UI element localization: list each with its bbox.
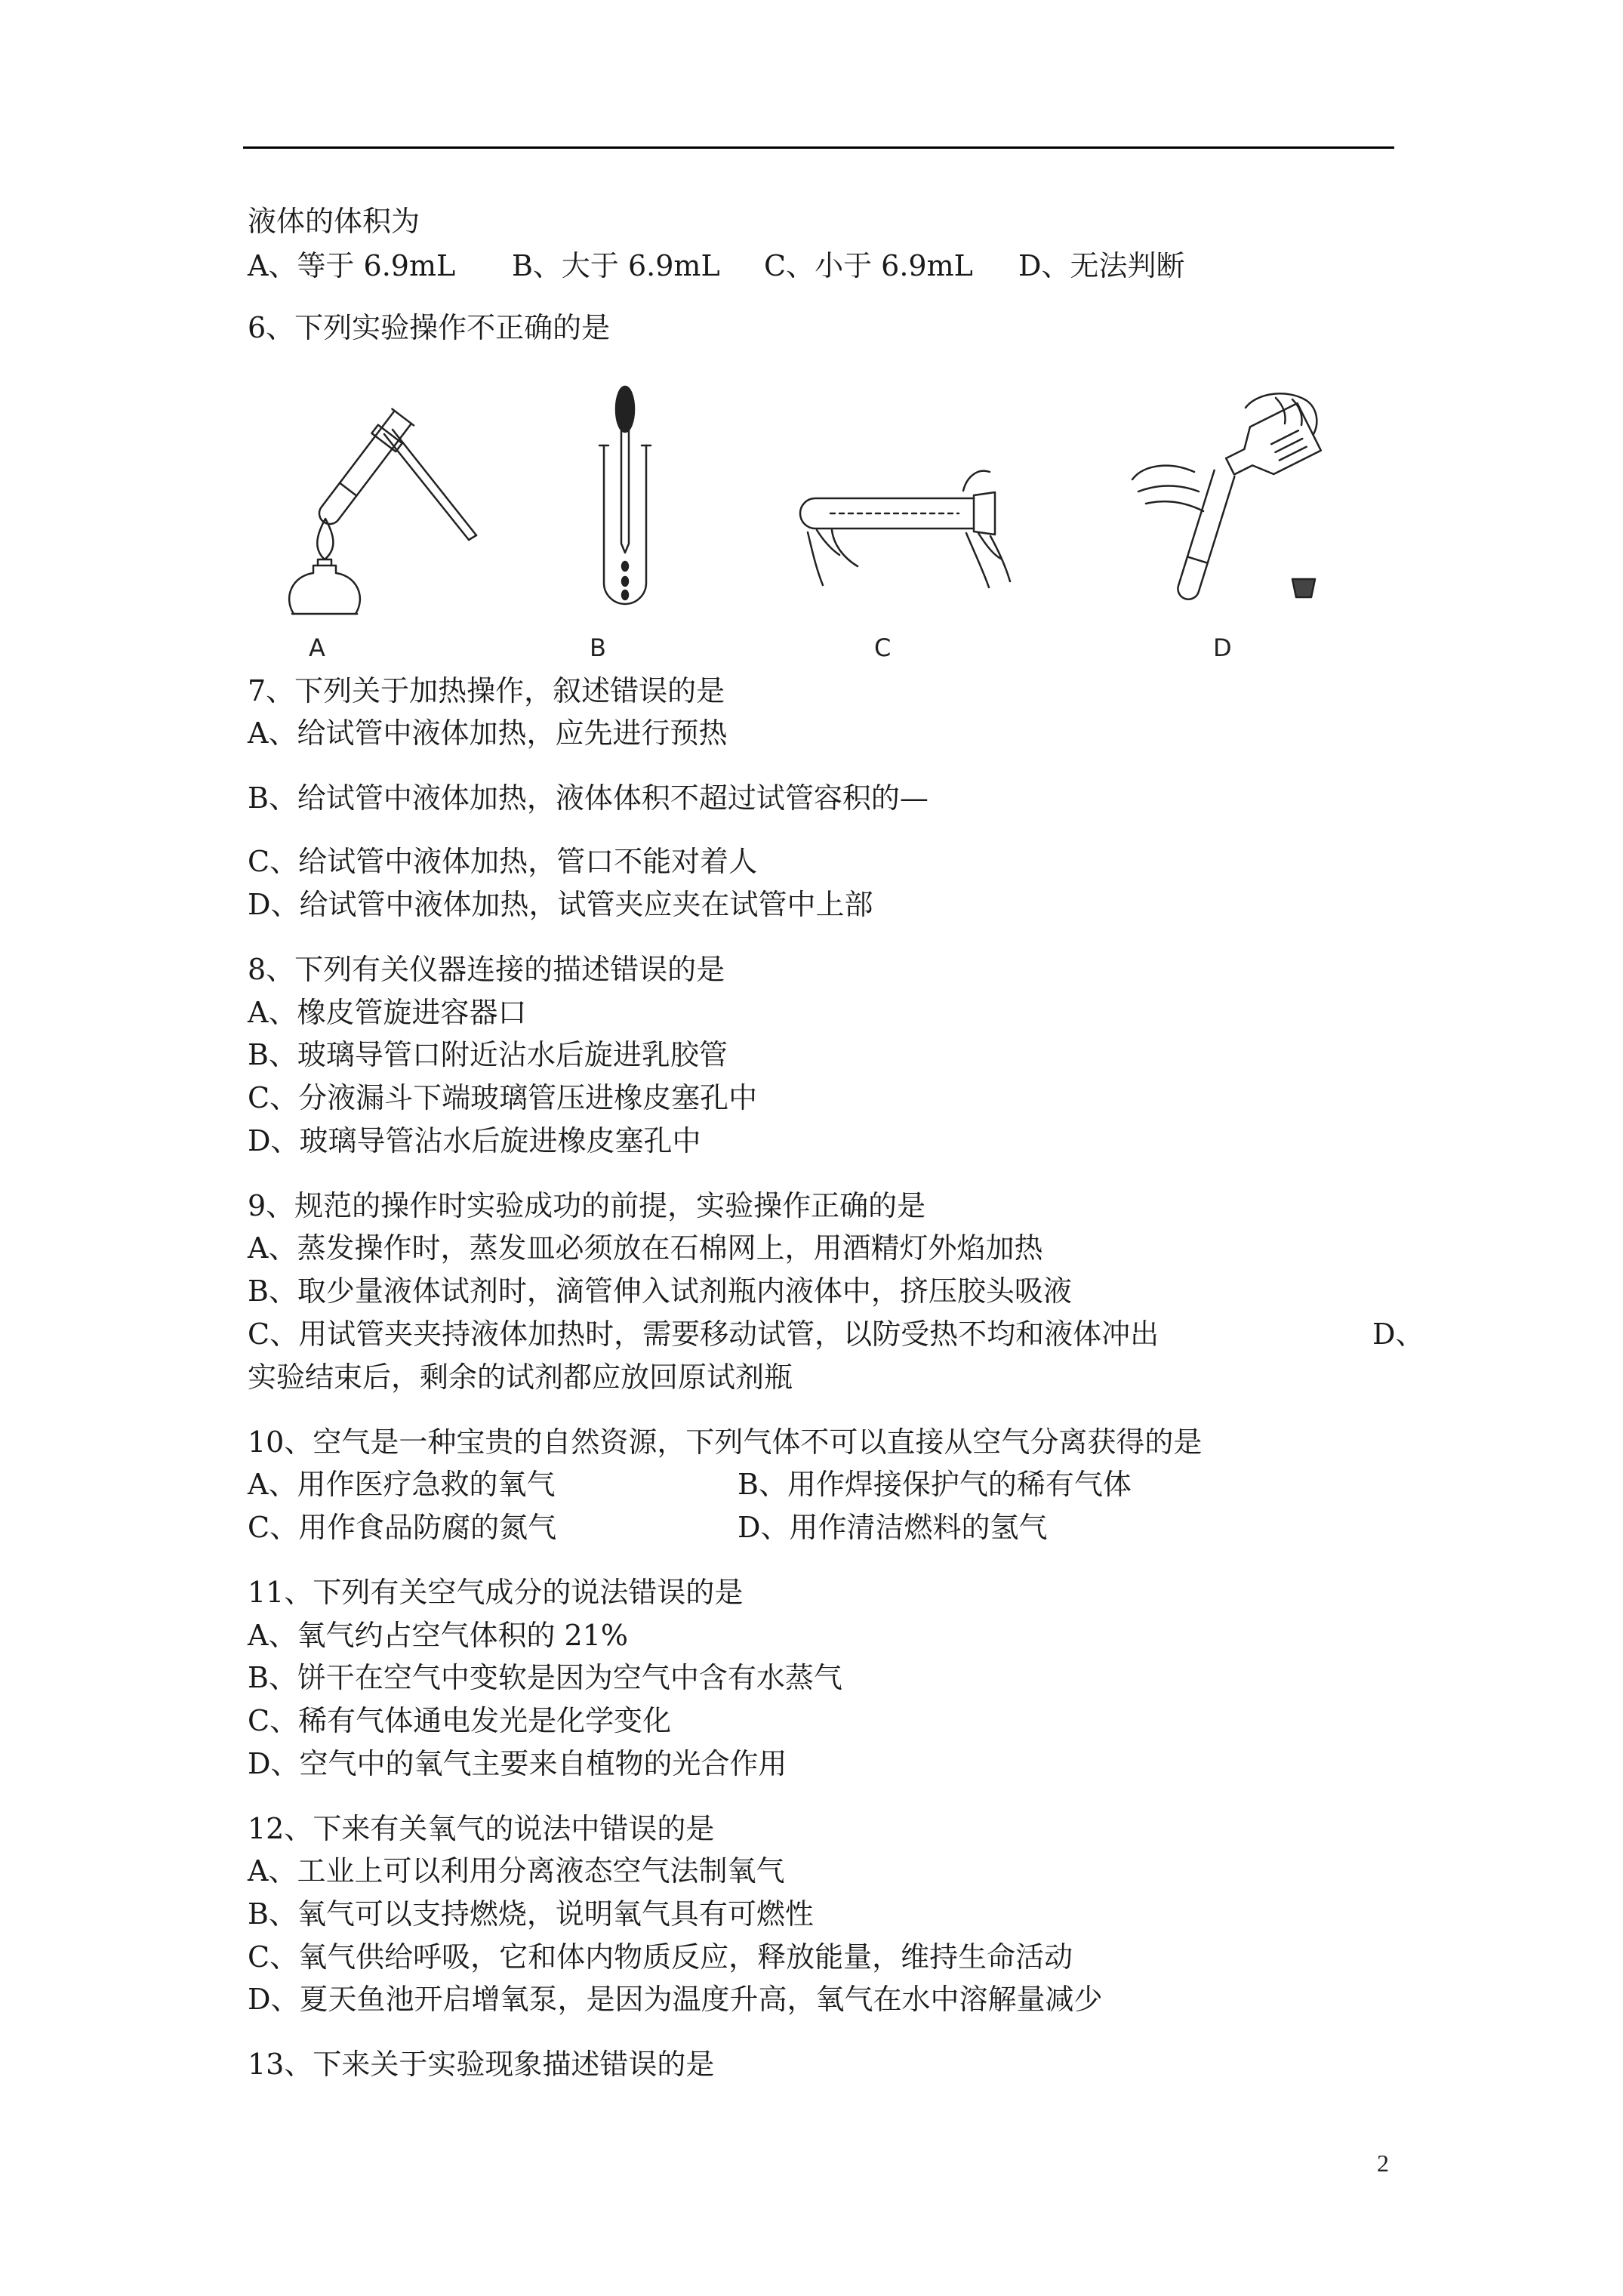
- q10-option-a: A、用作医疗急救的氧气: [248, 1468, 556, 1501]
- q9-option-d-label: D、: [1372, 1318, 1424, 1351]
- left-hand: [808, 530, 858, 585]
- liquid-surface: [1187, 556, 1208, 562]
- stoppering-test-tube-by-hand-illustration: [785, 461, 1012, 589]
- q9-option-d-text: 实验结束后，剩余的试剂都应放回原试剂瓶: [248, 1361, 793, 1394]
- q8-option-d: D、玻璃导管沾水后旋进橡皮塞孔中: [248, 1124, 701, 1157]
- bottle-label: [1271, 430, 1307, 460]
- dropper-bulb: [616, 387, 634, 432]
- q10-stem: 10、空气是一种宝贵的自然资源，下列气体不可以直接从空气分离获得的是: [248, 1425, 1203, 1459]
- q9-option-b: B、取少量液体试剂时，滴管伸入试剂瓶内液体中，挤压胶头吸液: [248, 1274, 1072, 1308]
- q10-option-b: B、用作焊接保护气的稀有气体: [738, 1468, 1132, 1501]
- test-tube: [1175, 470, 1234, 602]
- q12-option-d: D、夏天鱼池开启增氧泵，是因为温度升高，氧气在水中溶解量减少: [248, 1983, 1103, 2016]
- drop: [622, 577, 628, 586]
- dropper-tube: [621, 430, 629, 553]
- figure-label-b: B: [590, 633, 606, 662]
- q12-option-c: C、氧气供给呼吸，它和体内物质反应，释放能量，维持生命活动: [248, 1940, 1073, 1974]
- q11-option-b: B、饼干在空气中变软是因为空气中含有水蒸气: [248, 1661, 842, 1694]
- q8-option-b: B、玻璃导管口附近沾水后旋进乳胶管: [248, 1038, 728, 1071]
- q13-stem: 13、下来关于实验现象描述错误的是: [248, 2048, 715, 2081]
- figure-label-d: D: [1213, 633, 1232, 662]
- upturned-bottle-stopper: [1292, 579, 1315, 597]
- q5-stem-continued: 液体的体积为: [248, 205, 420, 238]
- q7-option-b: B、给试管中液体加热，液体体积不超过试管容积的—: [248, 781, 929, 815]
- q5-option-b: B、大于 6.9mL: [512, 249, 720, 282]
- pouring-liquid-into-test-tube-illustration: [1125, 389, 1325, 604]
- drop: [622, 562, 628, 571]
- q10-option-d: D、用作清洁燃料的氢气: [738, 1511, 1048, 1544]
- q8-option-c: C、分液漏斗下端玻璃管压进橡皮塞孔中: [248, 1081, 758, 1114]
- q5-option-c: C、小于 6.9mL: [764, 249, 973, 282]
- dropper-in-test-tube-illustration: [587, 385, 663, 612]
- figure-label-c: C: [874, 633, 892, 662]
- q7-option-c: C、给试管中液体加热，管口不能对着人: [248, 845, 758, 878]
- rubber-stopper: [974, 492, 995, 535]
- q9-option-c: C、用试管夹夹持液体加热时，需要移动试管，以防受热不均和液体冲出: [248, 1318, 1160, 1351]
- q11-option-d: D、空气中的氧气主要来自植物的光合作用: [248, 1747, 787, 1780]
- q11-option-c: C、稀有气体通电发光是化学变化: [248, 1704, 672, 1737]
- q11-option-a: A、氧气约占空气体积的 21%: [248, 1619, 628, 1652]
- q12-option-a: A、工业上可以利用分离液态空气法制氧气: [248, 1854, 785, 1888]
- figure-label-a: A: [309, 633, 325, 662]
- liquid-surface: [340, 483, 356, 496]
- q7-option-d: D、给试管中液体加热，试管夹应夹在试管中上部: [248, 888, 873, 921]
- q8-stem: 8、下列有关仪器连接的描述错误的是: [248, 953, 725, 986]
- q12-option-b: B、氧气可以支持燃烧，说明氧气具有可燃性: [248, 1897, 814, 1931]
- q5-option-d: D、无法判断: [1018, 249, 1185, 282]
- alcohol-lamp: [289, 519, 360, 614]
- q7-option-a: A、给试管中液体加热，应先进行预热: [248, 717, 728, 750]
- q9-option-a: A、蒸发操作时，蒸发皿必须放在石棉网上，用酒精灯外焰加热: [248, 1231, 1043, 1265]
- test-tube-holder: [384, 430, 476, 540]
- q9-stem: 9、规范的操作时实验成功的前提，实验操作正确的是: [248, 1189, 926, 1222]
- test-tube: [312, 408, 415, 531]
- q6-stem: 6、下列实验操作不正确的是: [248, 311, 611, 344]
- q7-stem: 7、下列关于加热操作，叙述错误的是: [248, 674, 725, 707]
- header-rule: [243, 146, 1394, 149]
- q5-option-a: A、等于 6.9mL: [248, 249, 456, 282]
- q11-stem: 11、下列有关空气成分的说法错误的是: [248, 1576, 744, 1609]
- q10-option-c: C、用作食品防腐的氮气: [248, 1511, 557, 1544]
- drop: [622, 590, 628, 599]
- q12-stem: 12、下来有关氧气的说法中错误的是: [248, 1812, 715, 1845]
- q8-option-a: A、橡皮管旋进容器口: [248, 996, 527, 1029]
- page-number: 2: [1377, 2150, 1389, 2177]
- heating-test-tube-over-lamp-illustration: [283, 411, 479, 623]
- right-hand: [1246, 393, 1317, 434]
- left-hand: [1132, 466, 1203, 511]
